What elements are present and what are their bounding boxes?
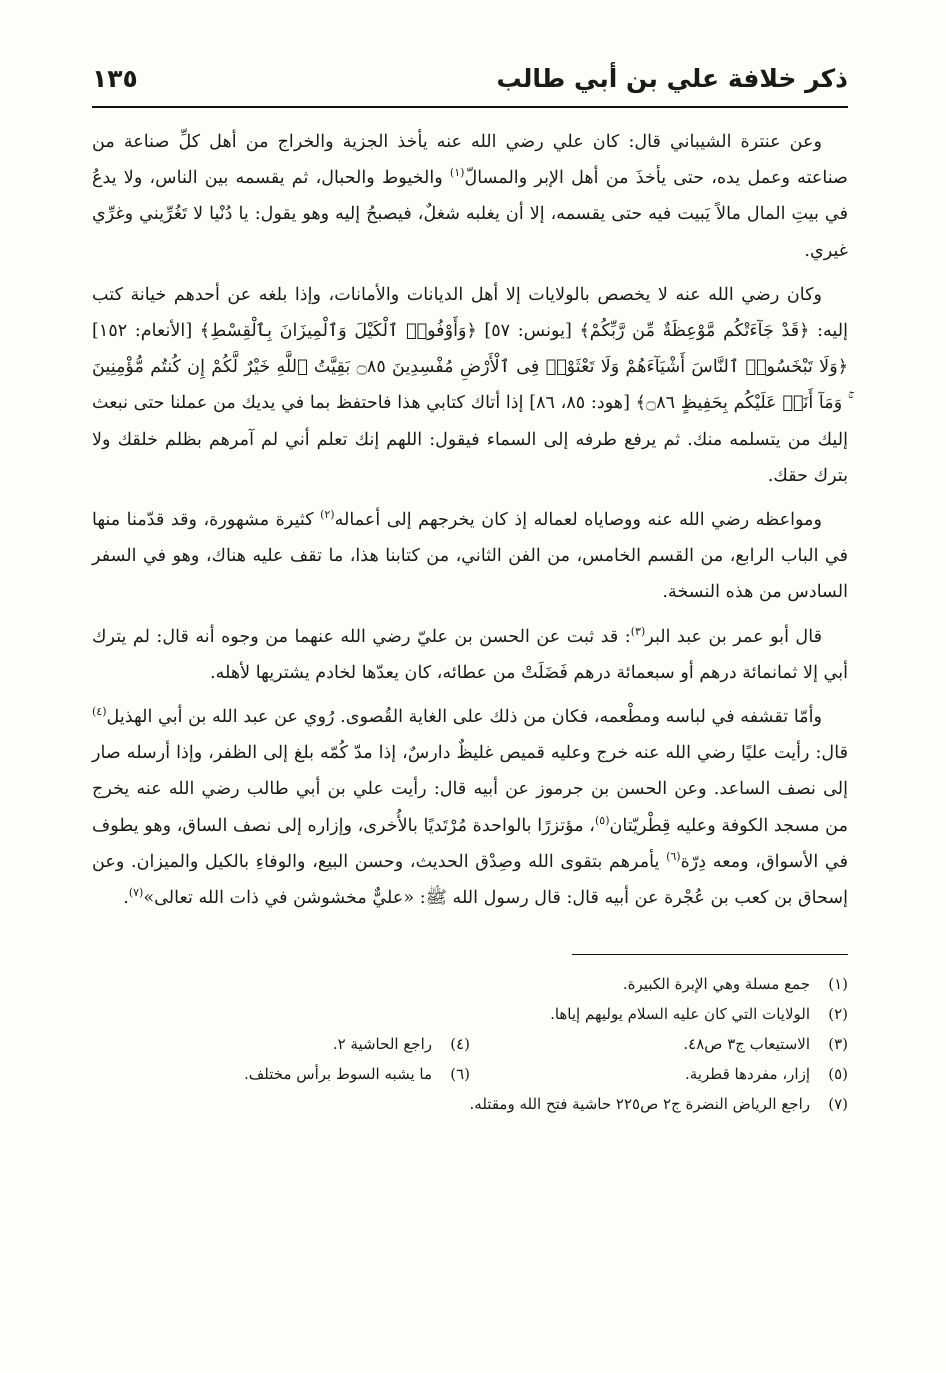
footnote-number: (١) <box>828 975 848 994</box>
text-run: ، مؤتزرًا بالواحدة مُرْتَديًا بالأُخرى، وإزاره إلى نصف الساق، وهو يطوف في الأسواق، ومعه دِرّة <box>92 815 848 872</box>
book-page <box>92 58 848 1348</box>
footnote-row <box>92 969 848 999</box>
footnote-row <box>92 999 848 1029</box>
footnote-number: (٤) <box>450 1035 470 1054</box>
text-run: قال: رأيت عليًا رضي الله عنه خرج وعليه قميص غليظٌ دارسٌ، إذا مدّ كُمّه بلغ إلى الظفر، وإذا أرسله صار إلى نصف الساعد. وعن الحسن بن جرموز عن أبيه قال: رأيت علي بن أبي طالب رضي الله عنه يخرج من مسجد الكوفة وعليه قِطْريّتان <box>92 743 848 836</box>
footnote-text: راجع الرياض النضرة ج٢ ص٢٢٥ حاشية فتح الله ومقتله. <box>469 1095 810 1114</box>
footnote-text: إزار، مفردها قطرية. <box>685 1065 810 1084</box>
footnote-number: (٦) <box>450 1065 470 1084</box>
footnote-row <box>92 1029 848 1059</box>
footnote-6 <box>92 1059 470 1089</box>
text-run: كثيرة مشهورة، وقد قدّمنا منها في الباب الرابع، من القسم الخامس، من الفن الثاني، من كتابنا هذا، ما تقف عليه هناك، وهو في السفر السادس من هذه النسخة. <box>92 510 848 603</box>
footnote-ref-6: (٦) <box>666 850 681 863</box>
footnote-number: (٣) <box>828 1035 848 1054</box>
footnote-ref-4: (٤) <box>92 705 107 719</box>
footnote-ref-2: (٢) <box>320 508 335 522</box>
footnote-3 <box>470 1029 848 1059</box>
footnote-text: الولايات التي كان عليه السلام يوليهم إياها. <box>550 1005 810 1024</box>
text-run: يأمرهم بتقوى الله وصِدْق الحديث، وحسن البيع، والوفاءِ بالكيل والميزان. وعن إسحاق بن كعب بن عُجْرة عن أبيه قال: قال رسول الله ﷺ: «عليٌّ مخشوشن في ذات الله تعالى» <box>92 851 848 909</box>
footnote-row <box>92 1059 848 1089</box>
page-number: ١٣٥ <box>92 64 138 93</box>
footnote-5 <box>470 1059 848 1089</box>
text-run: وعن عنترة الشيباني قال: كان علي رضي الله عنه يأخذ الجزية والخراج من أهل كلِّ صناعة من صناعته وعمل يده، حتى يأخذَ من أهل الإبر والمسالّ <box>92 132 848 189</box>
footnote-ref-5: (٥) <box>595 813 610 827</box>
paragraph-antara <box>92 124 848 269</box>
footnote-divider <box>572 954 848 955</box>
text-run: : قد ثبت عن الحسن بن عليّ رضي الله عنهما من وجوه أنه قال: لم يترك أبي إلا ثمانمائة درهم أو سبعمائة درهم فَضَلَتْ من عطائه، كان يعدّها لخادم يشتريها لأهله. <box>92 626 848 683</box>
footnote-number: (٧) <box>828 1095 848 1114</box>
footnote-number: (٥) <box>828 1065 848 1084</box>
footnote-ref-1: (١) <box>449 166 465 180</box>
paragraph-admonitions <box>92 502 848 611</box>
footnote-ref-3: (٣) <box>630 624 646 638</box>
text-run: ومواعظه رضي الله عنه ووصاياه لعماله إذ كان يخرجهم إلى أعماله <box>334 510 822 531</box>
footnote-number: (٢) <box>828 1005 848 1024</box>
paragraph-ibn-abd-al-barr <box>92 619 848 691</box>
footnotes <box>92 969 848 1119</box>
main-text <box>92 124 848 916</box>
footnote-text: راجع الحاشية ٢. <box>332 1035 432 1054</box>
running-title: ذكر خلافة علي بن أبي طالب <box>496 64 848 93</box>
text-run: وكان رضي الله عنه لا يخصص بالولايات إلا أهل الديانات والأمانات، وإذا بلغه عن أحدهم خيانة كتب إليه: ﴿قَدْ جَآءَتْكُم مَّوْعِظَةٌ مِّن رَّبِّكُمْ﴾ [يونس: ٥٧] ﴿وَأَوْفُوا۟ ٱلْكَيْلَ وَٱلْمِيزَانَ بِٱلْقِسْطِ﴾ [الأنعام: ١٥٢] ﴿وَلَا تَبْخَسُوا۟ ٱلنَّاسَ أَشْيَآءَهُمْ وَلَا تَعْثَوْا۟ فِى ٱلْأَرْضِ مُفْسِدِينَ ۝٨٥ بَقِيَّتُ ٱللَّهِ خَيْرٌ لَّكُمْ إِن كُنتُم مُّؤْمِنِينَ ۚ وَمَآ أَنَا۠ عَلَيْكُم بِحَفِيظٍ ۝٨٦﴾ [هود: ٨٥، ٨٦] إذا أتاك كتابي هذا فاحتفظ بما في يديك من عملنا حتى نبعث إليك من يتسلمه منك. ثم يرفع طرفه إلى السماء فيقول: اللهم إنك تعلم أني لم آمرهم بظلم خلقك ولا بترك حقك. <box>92 284 849 486</box>
text-run: قال أبو عمر بن عبد البر <box>645 626 822 647</box>
text-run: . <box>123 888 129 909</box>
paragraph-governors <box>92 277 848 494</box>
footnote-row <box>92 1089 848 1119</box>
footnote-text: ما يشبه السوط برأس مختلف. <box>244 1065 432 1084</box>
text-run: والخيوط والحبال، ثم يقسمه بين الناس، ولا يدعُ في بيتِ المال مالاً يَبيت فيه حتى يقسمه، إلا أن يغلبه شغلٌ، فيصبحُ إليه وهو يقول: يا دُنْيا لا تَغُرِّيني وغرِّي غيري. <box>92 168 848 261</box>
page-header <box>92 58 848 108</box>
footnote-2 <box>550 999 848 1029</box>
paragraph-austerity <box>92 699 848 916</box>
footnote-4 <box>92 1029 470 1059</box>
footnote-text: الاستيعاب ج٣ ص٤٨. <box>683 1035 810 1054</box>
footnote-7 <box>470 1089 848 1119</box>
text-run: وأمّا تقشفه في لباسه ومطْعمه، فكان من ذلك على الغاية القُصوى. رُوي عن عبد الله بن أبي الهذيل <box>106 707 822 728</box>
footnote-ref-7: (٧) <box>128 886 144 900</box>
footnote-text: جمع مسلة وهي الإبرة الكبيرة. <box>622 975 810 994</box>
footnote-1 <box>623 969 848 999</box>
